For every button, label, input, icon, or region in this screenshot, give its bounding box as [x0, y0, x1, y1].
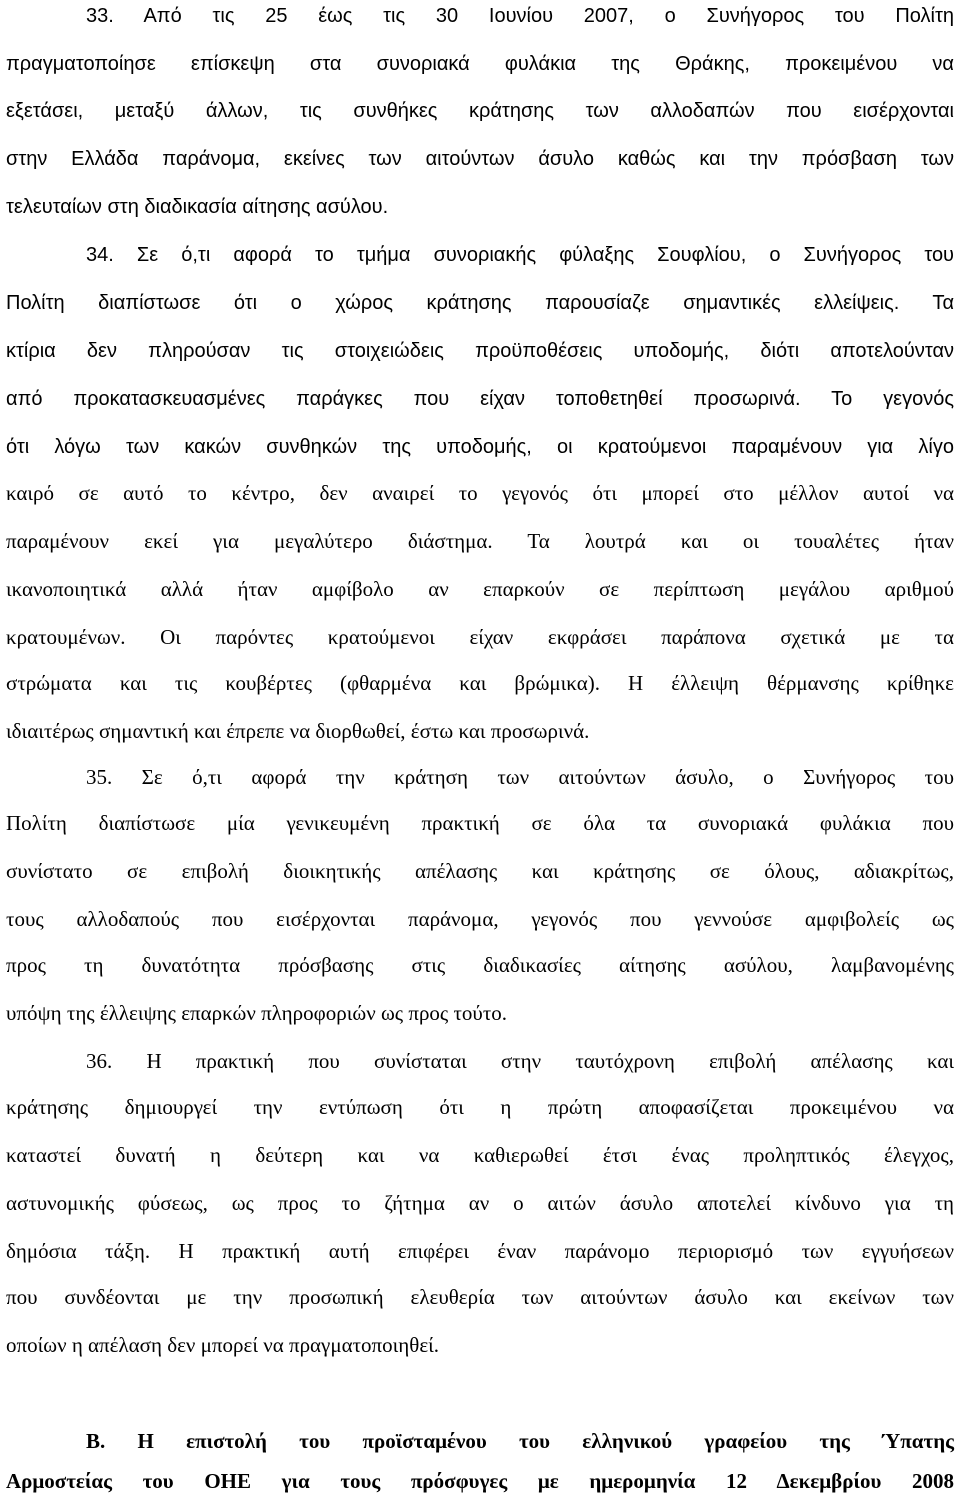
paragraph-line: τους αλλοδαπούς που εισέρχονται παράνομα, γεγονός που γεννούσε αμφιβολείς ως	[6, 907, 954, 931]
paragraph-line: εξετάσει, μεταξύ άλλων, τις συνθήκες κράτησης των αλλοδαπών που εισέρχονται	[6, 100, 954, 122]
paragraph-line: υπόψη της έλλειψης επαρκών πληροφοριών ως προς τούτο.	[6, 1001, 508, 1025]
heading-line: Αρμοστείας του ΟΗΕ για τους πρόσφυγες με ημερομηνία 12 Δεκεμβρίου 2008	[6, 1469, 954, 1493]
paragraph-line: πραγματοποίησε επίσκεψη στα συνοριακά φυλάκια της Θράκης, προκειμένου να	[6, 53, 954, 75]
paragraph-line: δημόσια τάξη. Η πρακτική αυτή επιφέρει έναν παράνομο περιορισμό των εγγυήσεων	[6, 1239, 954, 1263]
paragraph-line: από προκατασκευασμένες παράγκες που είχαν τοποθετηθεί προσωρινά. Το γεγονός	[6, 388, 954, 410]
paragraph-line: οποίων η απέλαση δεν μπορεί να πραγματοποιηθεί.	[6, 1333, 440, 1357]
paragraph-line: προς τη δυνατότητα πρόσβασης στις διαδικασίες αίτησης ασύλου, λαμβανομένης	[6, 953, 954, 977]
paragraph-line: αστυνομικής φύσεως, ως προς το ζήτημα αν ο αιτών άσυλο αποτελεί κίνδυνο για τη	[6, 1191, 954, 1215]
paragraph-line: που συνδέονται με την προσωπική ελευθερία των αιτούντων άσυλο και εκείνων των	[6, 1285, 954, 1309]
paragraph-line: 36. Η πρακτική που συνίσταται στην ταυτόχρονη επιβολή απέλασης και	[86, 1049, 954, 1073]
paragraph-line: ικανοποιητικά αλλά ήταν αμφίβολο αν επαρκούν σε περίπτωση μεγάλου αριθμού	[6, 577, 954, 601]
paragraph-line: καταστεί δυνατή η δεύτερη και να καθιερωθεί έτσι ένας προληπτικός έλεγχος,	[6, 1143, 954, 1167]
paragraph-line: 34. Σε ό,τι αφορά το τμήμα συνοριακής φύλαξης Σουφλίου, ο Συνήγορος του	[86, 244, 954, 266]
paragraph-line: 35. Σε ό,τι αφορά την κράτηση των αιτούντων άσυλο, ο Συνήγορος του	[86, 765, 954, 789]
paragraph-line: Πολίτη διαπίστωσε ότι ο χώρος κράτησης παρουσίαζε σημαντικές ελλείψεις. Τα	[6, 292, 954, 314]
paragraph-line: κράτησης δημιουργεί την εντύπωση ότι η πρώτη αποφασίζεται προκειμένου να	[6, 1095, 954, 1119]
paragraph-line: συνίστατο σε επιβολή διοικητικής απέλασης και κράτησης σε όλους, αδιακρίτως,	[6, 859, 954, 883]
paragraph-line: 33. Από τις 25 έως τις 30 Ιουνίου 2007, ο Συνήγορος του Πολίτη	[86, 5, 954, 27]
paragraph-line: στρώματα και τις κουβέρτες (φθαρμένα και βρώμικα). Η έλλειψη θέρμανσης κρίθηκε	[6, 671, 954, 695]
paragraph-line: ιδιαιτέρως σημαντική και έπρεπε να διορθωθεί, έστω και προσωρινά.	[6, 719, 590, 743]
paragraph-line: παραμένουν εκεί για μεγαλύτερο διάστημα. Τα λουτρά και οι τουαλέτες ήταν	[6, 529, 954, 553]
paragraph-line: κτίρια δεν πληρούσαν τις στοιχειώδεις προϋποθέσεις υποδομής, διότι αποτελούνταν	[6, 340, 954, 362]
paragraph-line: καιρό σε αυτό το κέντρο, δεν αναιρεί το γεγονός ότι μπορεί στο μέλλον αυτοί να	[6, 481, 954, 505]
paragraph-line: τελευταίων στη διαδικασία αίτησης ασύλου.	[6, 196, 389, 218]
paragraph-line: κρατουμένων. Οι παρόντες κρατούμενοι είχαν εκφράσει παράπονα σχετικά με τα	[6, 625, 954, 649]
paragraph-line: ότι λόγω των κακών συνθηκών της υποδομής, οι κρατούμενοι παραμένουν για λίγο	[6, 436, 954, 458]
paragraph-line: στην Ελλάδα παράνομα, εκείνες των αιτούντων άσυλο καθώς και την πρόσβαση των	[6, 148, 954, 170]
paragraph-line: Πολίτη διαπίστωσε μία γενικευμένη πρακτική σε όλα τα συνοριακά φυλάκια που	[6, 811, 954, 835]
heading-line: Β. Η επιστολή του προϊσταμένου του ελληνικού γραφείου της Ύπατης	[86, 1429, 954, 1453]
